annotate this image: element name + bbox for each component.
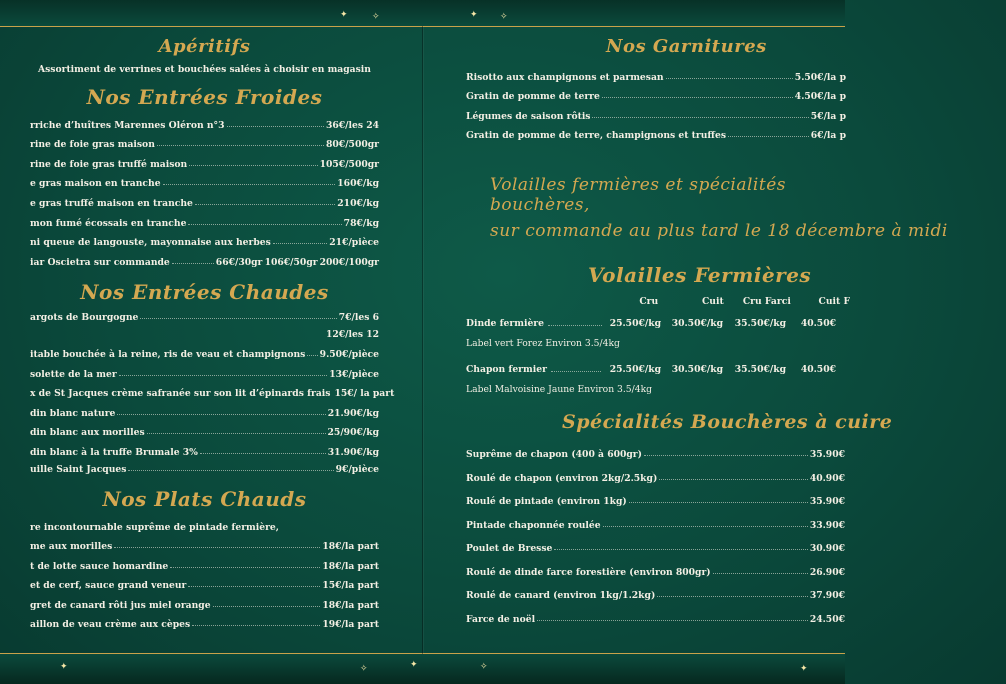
specialites-title: Spécialités Bouchères à cuire bbox=[562, 410, 893, 433]
list-item: gret de canard rôti jus miel orange 18€/la part bbox=[30, 599, 379, 611]
plats-chauds-intro: re incontournable suprême de pintade fermière, bbox=[30, 521, 279, 533]
specialites-list bbox=[466, 437, 845, 625]
entrees-chaudes-list bbox=[30, 304, 395, 475]
sparkle-icon: ✧ bbox=[480, 662, 488, 672]
aperitifs-subtitle: Assortiment de verrines et bouchées salées à choisir en magasin bbox=[38, 64, 371, 75]
list-item: din blanc nature 21.90€/kg bbox=[30, 407, 379, 419]
list-item: Gratin de pomme de terre, champignons et truffes 6€/la p bbox=[466, 130, 846, 142]
table-row: Dinde fermière 25.50€/kg 30.50€/kg 35.50€/kg 40.50€ bbox=[466, 318, 836, 330]
list-item: ni queue de langouste, mayonnaise aux herbes 21€/pièce bbox=[30, 237, 379, 249]
volailles-table bbox=[466, 291, 850, 394]
list-item: Roulé de pintade (environ 1kg) 35.90€ bbox=[466, 496, 845, 508]
bottom-decorative-border bbox=[0, 653, 845, 684]
caviar-row: iar Oscietra sur commande 66€/30gr 106€/50gr 200€/100gr bbox=[30, 256, 379, 268]
list-item: Suprême de chapon (400 à 600gr) 35.90€ bbox=[466, 449, 845, 461]
order-banner bbox=[462, 175, 948, 242]
garnitures-title: Nos Garnitures bbox=[606, 36, 767, 57]
column-header: Cru bbox=[639, 296, 659, 308]
list-item: rriche d’huîtres Marennes Oléron n°3 36€/les 24 bbox=[30, 119, 379, 131]
plats-chauds-list bbox=[30, 513, 379, 631]
top-decorative-border bbox=[0, 0, 845, 27]
volaille-label: Label vert Forez Environ 3.5/4kg bbox=[466, 337, 620, 349]
list-item: solette de la mer 13€/pièce bbox=[30, 368, 379, 380]
plats-chauds-title: Nos Plats Chauds bbox=[102, 486, 307, 511]
list-item: aillon de veau crème aux cèpes 19€/la part bbox=[30, 619, 379, 631]
list-item: e gras truffé maison en tranche 210€/kg bbox=[30, 197, 379, 209]
list-item: 12€/les 12 bbox=[325, 329, 379, 341]
list-item: Pintade chaponnée roulée 33.90€ bbox=[466, 519, 845, 531]
sparkle-icon: ✧ bbox=[372, 12, 380, 22]
sparkle-icon: ✦ bbox=[470, 10, 478, 20]
right-page bbox=[466, 28, 948, 625]
list-item: Farce de noël 24.50€ bbox=[466, 613, 845, 625]
list-item: din blanc aux morilles 25/90€/kg bbox=[30, 427, 379, 439]
list-item: e gras maison en tranche 160€/kg bbox=[30, 178, 379, 190]
page-fold bbox=[422, 26, 423, 654]
entrees-froides-title: Nos Entrées Froides bbox=[86, 85, 323, 109]
list-item: rine de foie gras truffé maison 105€/500gr bbox=[30, 158, 379, 170]
list-item: mon fumé écossais en tranche 78€/kg bbox=[30, 217, 379, 229]
column-header: Cuit bbox=[702, 296, 724, 308]
garnitures-list bbox=[466, 63, 846, 141]
list-item: Roulé de chapon (environ 2kg/2.5kg) 40.90€ bbox=[466, 472, 845, 484]
list-item: Légumes de saison rôtis 5€/la p bbox=[466, 110, 846, 122]
list-item: Gratin de pomme de terre 4.50€/la p bbox=[466, 91, 846, 103]
sparkle-icon: ✧ bbox=[360, 664, 368, 674]
table-row: Chapon fermier 25.50€/kg 30.50€/kg 35.50€/kg 40.50€ bbox=[466, 363, 836, 375]
list-item: me aux morilles 18€/la part bbox=[30, 541, 379, 553]
list-item: et de cerf, sauce grand veneur 15€/la part bbox=[30, 580, 379, 592]
sparkle-icon: ✦ bbox=[800, 664, 808, 674]
list-item: argots de Bourgogne 7€/les 6 bbox=[30, 312, 379, 324]
list-item: itable bouchée à la reine, ris de veau et champignons 9.50€/pièce bbox=[30, 348, 379, 360]
list-item: Poulet de Bresse 30.90€ bbox=[466, 543, 845, 555]
banner-line-2: sur commande au plus tard le 18 décembre à midi bbox=[490, 221, 948, 242]
list-item: rine de foie gras maison 80€/500gr bbox=[30, 139, 379, 151]
sparkle-icon: ✦ bbox=[410, 660, 418, 670]
column-header: Cru Farci bbox=[742, 296, 791, 308]
list-item: Roulé de dinde farce forestière (environ 800gr) 26.90€ bbox=[466, 566, 845, 578]
column-header: Cuit F bbox=[818, 296, 850, 308]
list-item: x de St Jacques crème safranée sur son lit d’épinards frais 15€/ la part bbox=[30, 388, 395, 400]
banner-line-1: Volailles fermières et spécialités bouchères, bbox=[490, 175, 786, 216]
volailles-title: Volailles Fermières bbox=[588, 263, 812, 288]
volaille-label: Label Malvoisine Jaune Environ 3.5/4kg bbox=[466, 383, 653, 395]
left-page bbox=[0, 28, 395, 631]
sparkle-icon: ✦ bbox=[340, 10, 348, 20]
table-header-row bbox=[466, 291, 850, 307]
list-item: t de lotte sauce homardine 18€/la part bbox=[30, 560, 379, 572]
aperitifs-title: Apéritifs bbox=[158, 36, 251, 57]
list-item: uille Saint Jacques 9€/pièce bbox=[30, 463, 379, 475]
list-item: Risotto aux champignons et parmesan 5.50€/la p bbox=[466, 71, 846, 83]
entrees-chaudes-title: Nos Entrées Chaudes bbox=[80, 279, 329, 304]
entrees-froides-list bbox=[30, 111, 379, 268]
list-item: din blanc à la truffe Brumale 3% 31.90€/kg bbox=[30, 446, 379, 458]
list-item: Roulé de canard (environ 1kg/1.2kg) 37.90€ bbox=[466, 590, 845, 602]
sparkle-icon: ✦ bbox=[60, 662, 68, 672]
sparkle-icon: ✧ bbox=[500, 12, 508, 22]
